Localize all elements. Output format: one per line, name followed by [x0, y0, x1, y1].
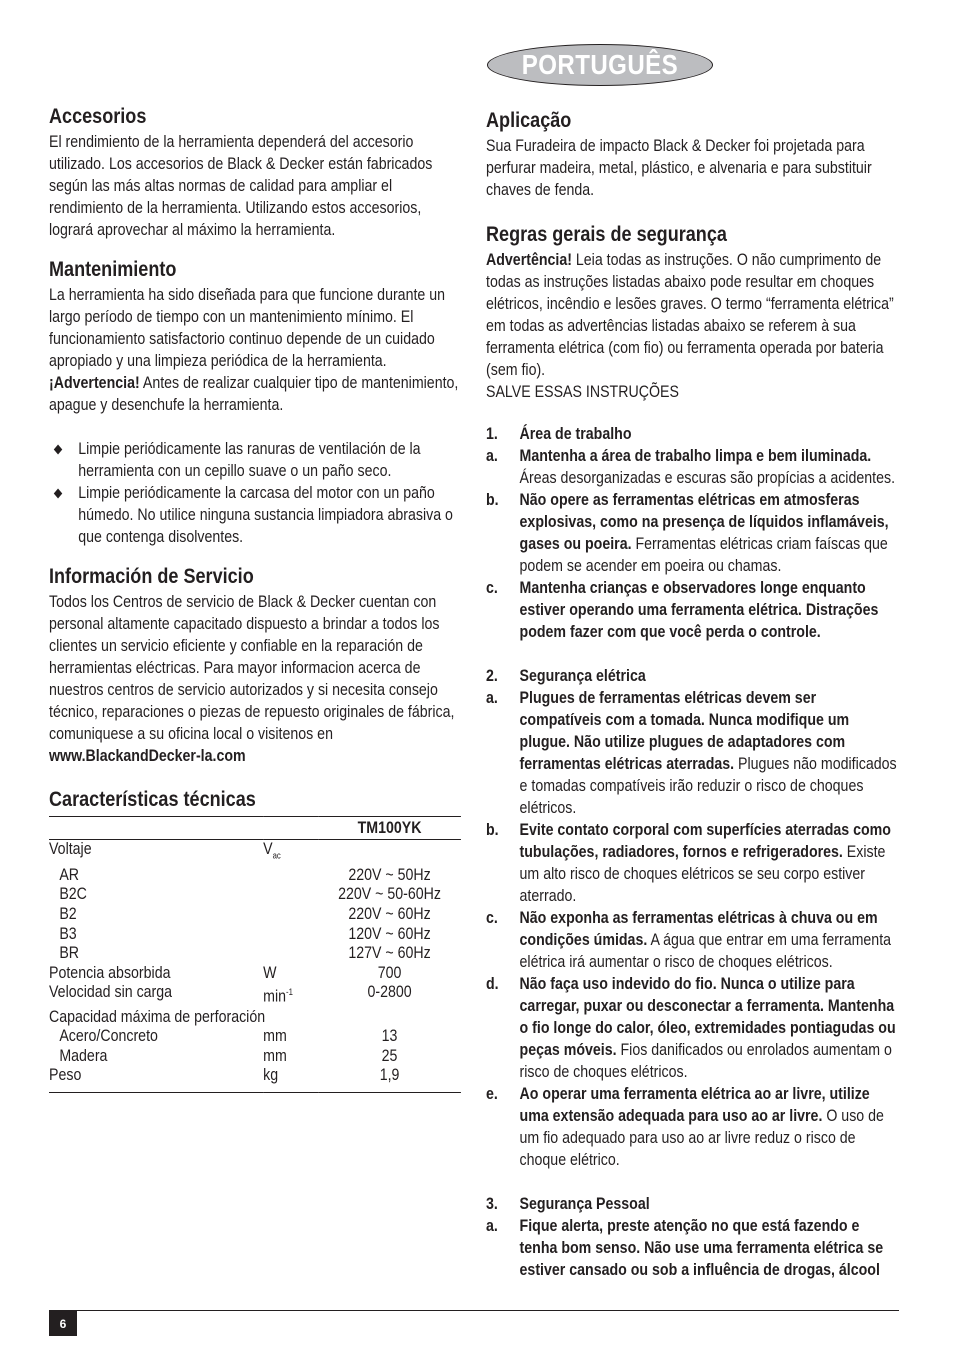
subsection-number: 2. — [486, 667, 498, 685]
regras-warning — [486, 249, 898, 381]
heading-regras: Regras gerais de segurança — [486, 223, 727, 246]
item-text: Plugues não modificados e tomadas compatíveis irão reduzir o risco de choques elétricos. — [519, 755, 897, 817]
item-text: Áreas desorganizadas e escuras são propícias a acidentes. — [519, 469, 896, 487]
table-row — [49, 944, 461, 964]
subsection-heading — [486, 1193, 898, 1215]
table-row — [49, 1066, 461, 1092]
item-key: b. — [486, 491, 499, 509]
section-mantenimiento — [49, 257, 461, 548]
item-key: c. — [486, 909, 498, 927]
subsection-title: Segurança Pessoal — [519, 1195, 650, 1213]
subsection-heading — [486, 423, 898, 445]
heading-mantenimiento: Mantenimiento — [49, 258, 177, 281]
list-item — [486, 1083, 898, 1171]
specs-table — [49, 816, 461, 1093]
language-label: PORTUGUÊS — [521, 49, 679, 80]
mantenimiento-text: La herramienta ha sido diseñada para que funcione durante un largo período de tiempo con un mantenimiento mínimo. El funcionamiento satisfactorio continuo depende de un cuidado apropiado y una limpieza periódica de la herramienta. — [49, 286, 446, 370]
list-item — [486, 907, 898, 973]
table-row — [49, 1008, 461, 1028]
table-row — [49, 1027, 461, 1047]
accesorios-text: El rendimiento de la herramienta dependerá del accesorio utilizado. Los accesorios de Black & Decker están fabricados según las más altas normas de calidad para ampliar el rendimiento de la herramienta. Utilizando estos accesorios, logrará aprovechar al máximo la herramienta. — [49, 133, 433, 239]
warning-label: ¡Advertencia! — [49, 374, 140, 392]
item-text: Ferramentas elétricas criam faíscas que podem se acender em poeira ou chamas. — [519, 535, 888, 575]
voltage-value: 220V ~ 50Hz — [348, 865, 431, 884]
voltage-unit: $V_{ac}$ — [263, 840, 281, 861]
wood-unit: mm — [263, 1046, 287, 1065]
weight-label: Peso — [49, 1066, 263, 1092]
item-key: a. — [486, 1217, 498, 1235]
list-item — [49, 482, 461, 548]
item-text: Fios danificados ou enrolados aumentam o risco de choques elétricos. — [519, 1041, 892, 1081]
list-item — [486, 687, 898, 819]
weight-value: 1,9 — [318, 1066, 461, 1092]
weight-unit: kg — [263, 1066, 318, 1092]
voltage-value: 220V ~ 50-60Hz — [338, 885, 442, 904]
section-accesorios — [49, 104, 461, 241]
list-item — [486, 489, 898, 577]
list-item — [486, 1215, 898, 1281]
table-row — [49, 964, 461, 984]
item-key: d. — [486, 975, 499, 993]
item-bold: Plugues de ferramentas elétricas devem ser compatíveis com a tomada. Nunca modifique um plugue. Não utilize plugues de adaptadores com ferramentas elétricas aterradas. — [519, 689, 850, 773]
heading-specs: Características técnicas — [49, 788, 256, 811]
item-bold: Ao operar uma ferramenta elétrica ao ar livre, utilize uma extensão adequada para uso ao ar livre. — [519, 1085, 870, 1125]
concrete-unit: mm — [263, 1027, 287, 1046]
item-text: Existe um alto risco de choques elétricos se seu corpo estiver aterrado. — [519, 843, 886, 905]
bullet-text: Limpie periódicamente la carcasa del motor con un paño húmedo. No utilice ninguna sustancia limpiadora abrasiva o que contenga disolventes. — [78, 484, 453, 546]
servicio-text: Todos los Centros de servicio de Black & Decker cuentan con personal altamente capacitado dispuesto a brindar a todos los clientes un servicio eficiente y confiable en la reparación de herramientas eléctricas. Para mayor informacion acerca de nuestros centros de servicio autorizados y si necesita consejo técnico, reparaciones o piezas de repuesto originales de fábrica, comuniquese a su oficina local o visitenos en — [49, 593, 455, 743]
item-key: a. — [486, 447, 498, 465]
subsection-title: Área de trabalho — [519, 425, 632, 443]
aplicacao-text: Sua Furadeira de impacto Black & Decker foi projetada para perfurar madeira, metal, plástico, e alvenaria e para substituir chaves de fenda. — [486, 137, 872, 199]
diamond-bullet-icon — [54, 445, 63, 455]
wood-label: Madera — [59, 1046, 108, 1065]
section-area-trabalho — [486, 423, 898, 643]
advertencia-text: Leia todas as instruções. O não cumprimento de todas as instruções listadas abaixo pode resultar em choques elétricos, incêndio e lesões graves. O termo “ferramenta elétrica” em todas as advertências listadas abaixo se referem à sua ferramenta elétrica (com fio) ou ferramenta operada por bateria (sem fio). — [486, 251, 894, 379]
table-row — [49, 925, 461, 945]
speed-value: 0-2800 — [367, 983, 412, 1002]
table-row — [49, 885, 461, 905]
item-bold: Fique alerta, preste atenção no que está fazendo e tenha bom senso. Não use uma ferramenta elétrica se estiver cansado ou sob a influência de drogas, álcool — [519, 1217, 884, 1279]
list-item — [486, 445, 898, 489]
item-bold: Não opere as ferramentas elétricas em atmosferas explosivas, como na presença de líquidos inflamáveis, gases ou poeira. — [519, 491, 889, 553]
heading-servicio: Información de Servicio — [49, 565, 254, 588]
voltage-value: 120V ~ 60Hz — [348, 924, 431, 943]
voltage-code: BR — [59, 944, 80, 963]
power-value: 700 — [377, 963, 402, 982]
section-seguranca-pessoal — [486, 1193, 898, 1281]
speed-unit: $\min^{-1}$ — [263, 987, 293, 1006]
service-url: www.BlackandDecker-la.com — [49, 747, 246, 765]
table-header-row — [49, 817, 461, 840]
item-bold: Não faça uso indevido do fio. Nunca o utilize para carregar, puxar ou desconectar a ferramenta. Mantenha o fio longe do calor, óleo, extremidades pontiagudas ou peças móveis. — [519, 975, 896, 1059]
concrete-label: Acero/Concreto — [59, 1027, 158, 1046]
table-row — [49, 866, 461, 886]
heading-aplicacao: Aplicação — [486, 109, 572, 132]
voltage-code: B3 — [59, 924, 77, 943]
list-item — [486, 973, 898, 1083]
list-item — [486, 577, 898, 643]
left-column — [49, 104, 461, 1093]
voltage-value: 220V ~ 60Hz — [348, 905, 431, 924]
item-text: A água que entrar em uma ferramenta elétrica irá aumentar o risco de choques elétricos. — [519, 931, 892, 971]
speed-label: Velocidad sin carga — [49, 983, 173, 1002]
section-aplicacao — [486, 108, 898, 201]
item-key: c. — [486, 579, 498, 597]
diamond-bullet-icon — [54, 489, 63, 499]
section-specs — [49, 787, 461, 1093]
footer-rule — [49, 1310, 899, 1311]
section-regras — [486, 222, 898, 403]
item-bold: Mantenha a área de trabalho limpa e bem iluminada. — [519, 447, 872, 465]
wood-value: 25 — [381, 1046, 398, 1065]
list-item — [49, 438, 461, 482]
subsection-heading — [486, 665, 898, 687]
power-unit: W — [263, 963, 277, 982]
item-key: a. — [486, 689, 498, 707]
warning-text: Antes de realizar cualquier tipo de mantenimiento, apague y desenchufe la herramienta. — [49, 374, 459, 414]
item-bold: Evite contato corporal com superfícies aterradas como tubulações, radiadores, fornos e refrigeradores. — [519, 821, 891, 861]
table-row — [49, 983, 461, 1007]
language-badge — [487, 44, 713, 86]
voltage-code: AR — [59, 865, 80, 884]
item-bold: Não exponha as ferramentas elétricas à chuva ou em condições úmidas. — [519, 909, 878, 949]
bullet-text: Limpie periódicamente las ranuras de ventilación de la herramienta con un cepillo suave o un paño seco. — [78, 440, 421, 480]
voltage-value: 127V ~ 60Hz — [348, 944, 431, 963]
maintenance-bullets — [49, 438, 461, 548]
advertencia-label: Advertência! — [486, 251, 572, 269]
voltage-code: B2C — [59, 885, 87, 904]
save-instructions: SALVE ESSAS INSTRUÇÕES — [486, 383, 679, 401]
subsection-title: Segurança elétrica — [519, 667, 646, 685]
right-column — [486, 108, 898, 1281]
item-key: b. — [486, 821, 499, 839]
capacity-label: Capacidad máxima de perforación — [49, 1007, 266, 1026]
table-row — [49, 840, 461, 866]
section-servicio — [49, 564, 461, 767]
table-row — [49, 905, 461, 925]
power-label: Potencia absorbida — [49, 963, 171, 982]
item-text: O uso de um fio adequado para uso ao ar livre reduz o risco de choque elétrico. — [519, 1107, 884, 1169]
voltage-code: B2 — [59, 905, 77, 924]
page-number: 6 — [49, 1311, 77, 1336]
heading-accesorios: Accesorios — [49, 105, 147, 128]
item-bold: Mantenha crianças e observadores longe enquanto estiver operando uma ferramenta elétrica. Distrações podem fazer com que você perda o controle. — [519, 579, 879, 641]
mantenimiento-warning — [49, 372, 461, 416]
list-item — [486, 819, 898, 907]
concrete-value: 13 — [381, 1027, 398, 1046]
table-row — [49, 1047, 461, 1067]
section-seguranca-eletrica — [486, 665, 898, 1171]
subsection-number: 3. — [486, 1195, 498, 1213]
item-key: e. — [486, 1085, 498, 1103]
voltage-label: Voltaje — [49, 840, 92, 858]
subsection-number: 1. — [486, 425, 498, 443]
model-header: TM100YK — [318, 817, 461, 840]
